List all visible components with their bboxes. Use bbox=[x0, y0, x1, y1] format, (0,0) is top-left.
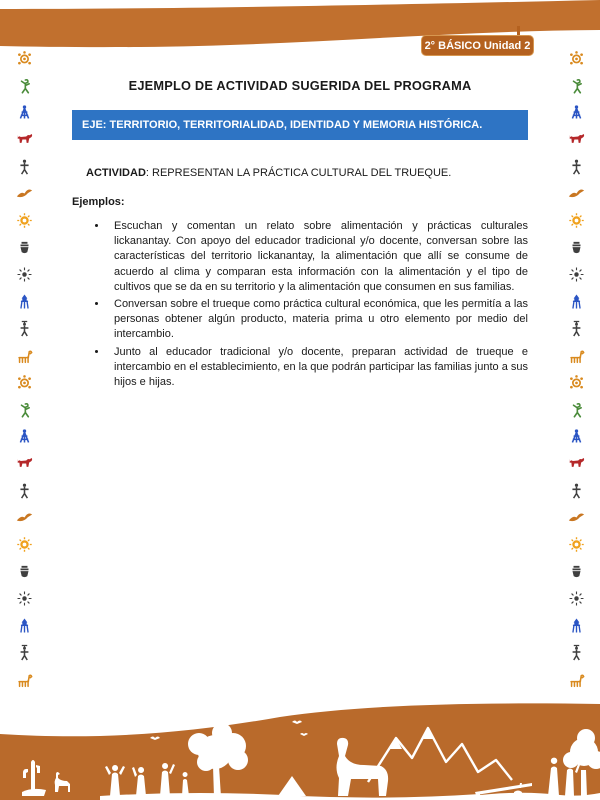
activity-label: ACTIVIDAD bbox=[86, 167, 146, 179]
anthropomorph-icon bbox=[16, 104, 33, 121]
church-figure-icon bbox=[16, 617, 33, 634]
anthropomorph-icon bbox=[568, 104, 585, 121]
person-hat-icon bbox=[568, 320, 585, 337]
content bbox=[72, 78, 528, 392]
church-figure-icon bbox=[568, 617, 585, 634]
sunburst-icon bbox=[16, 590, 33, 607]
fox-icon bbox=[568, 455, 585, 472]
sun-ring-icon bbox=[568, 212, 585, 229]
condor-icon bbox=[16, 509, 33, 526]
turtle-sun-icon bbox=[16, 50, 33, 67]
activity-line bbox=[86, 167, 528, 179]
sunburst-icon bbox=[16, 266, 33, 283]
pot-icon bbox=[16, 239, 33, 256]
activity-separator: : bbox=[145, 167, 153, 179]
examples-list bbox=[72, 219, 528, 390]
eje-banner: EJE: TERRITORIO, TERRITORIALIDAD, IDENTIDAD Y MEMORIA HISTÓRICA. bbox=[72, 110, 528, 140]
lizard-figure-icon bbox=[568, 401, 585, 418]
sun-ring-icon bbox=[16, 212, 33, 229]
example-item: • Conversan sobre el trueque como práctica cultural económica, que les permitía a las personas obtener algún producto, materia prima u otro elemento por medio del intercambio. bbox=[108, 297, 528, 343]
left-border-icons bbox=[11, 50, 37, 688]
person-icon bbox=[16, 482, 33, 499]
church-figure-icon bbox=[568, 293, 585, 310]
footer-illustration bbox=[0, 700, 600, 800]
church-figure-icon bbox=[16, 293, 33, 310]
turtle-sun-icon bbox=[568, 374, 585, 391]
anthropomorph-icon bbox=[16, 428, 33, 445]
fox-icon bbox=[568, 131, 585, 148]
turtle-sun-icon bbox=[16, 374, 33, 391]
llama-icon bbox=[568, 671, 585, 688]
sunburst-icon bbox=[568, 266, 585, 283]
person-hat-icon bbox=[16, 644, 33, 661]
example-item: • Escuchan y comentan un relato sobre alimentación y prácticas culturales lickanantay. Con apoyo del educador tradicional y/o docente, conversan sobre las características del territorio lickanantay, la alimentación que allí se consume de acuerdo al clima y comparan esta información con la alimentación y el tipo de cultivos que se da en su territorio y la alimentación que consumen en sus familias. bbox=[108, 219, 528, 295]
example-item: • Junto al educador tradicional y/o docente, preparan actividad de trueque e intercambio en el establecimiento, en la que podrán participar las familias junto a sus hijos e hijas. bbox=[108, 345, 528, 391]
person-icon bbox=[568, 158, 585, 175]
right-border-icons bbox=[563, 50, 589, 688]
llama-icon bbox=[16, 671, 33, 688]
turtle-sun-icon bbox=[568, 50, 585, 67]
llama-icon bbox=[16, 347, 33, 364]
person-hat-icon bbox=[16, 320, 33, 337]
anthropomorph-icon bbox=[568, 428, 585, 445]
fox-icon bbox=[16, 455, 33, 472]
condor-icon bbox=[568, 509, 585, 526]
condor-icon bbox=[568, 185, 585, 202]
pot-icon bbox=[16, 563, 33, 580]
page-title: EJEMPLO DE ACTIVIDAD SUGERIDA DEL PROGRAMA bbox=[128, 78, 472, 93]
condor-icon bbox=[16, 185, 33, 202]
unit-badge: 2° BÁSICO Unidad 2 bbox=[421, 35, 534, 56]
llama-icon bbox=[568, 347, 585, 364]
pot-icon bbox=[568, 239, 585, 256]
lizard-figure-icon bbox=[16, 401, 33, 418]
pot-icon bbox=[568, 563, 585, 580]
person-icon bbox=[16, 158, 33, 175]
activity-text: REPRESENTAN LA PRÁCTICA CULTURAL DEL TRUEQUE. bbox=[152, 167, 452, 179]
sun-ring-icon bbox=[568, 536, 585, 553]
lizard-figure-icon bbox=[568, 77, 585, 94]
sunburst-icon bbox=[568, 590, 585, 607]
person-icon bbox=[568, 482, 585, 499]
examples-label: Ejemplos: bbox=[72, 196, 125, 208]
lizard-figure-icon bbox=[16, 77, 33, 94]
sun-ring-icon bbox=[16, 536, 33, 553]
person-hat-icon bbox=[568, 644, 585, 661]
fox-icon bbox=[16, 131, 33, 148]
